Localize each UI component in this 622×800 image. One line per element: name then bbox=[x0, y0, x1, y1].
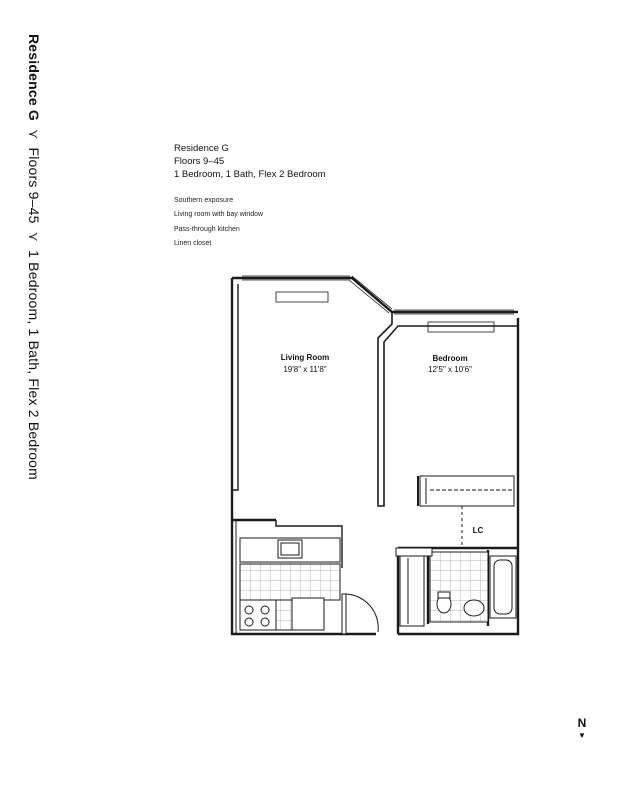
north-letter: N bbox=[577, 716, 587, 730]
vertical-title-layout: 1 Bedroom, 1 Bath, Flex 2 Bedroom bbox=[26, 250, 42, 481]
residence-layout: 1 Bedroom, 1 Bath, Flex 2 Bedroom bbox=[174, 169, 326, 180]
north-indicator bbox=[572, 716, 592, 740]
feature-item: Pass-through kitchen bbox=[174, 225, 240, 233]
residence-floors: Floors 9–45 bbox=[174, 156, 225, 167]
vertical-title-floors: Floors 9–45 bbox=[26, 147, 42, 224]
bedroom-dimensions: 12'5" x 10'6" bbox=[428, 365, 472, 374]
north-arrow-icon: ▼ bbox=[578, 731, 586, 740]
separator-glyph: ⋎ bbox=[26, 129, 42, 140]
bedroom-label: Bedroom bbox=[432, 354, 468, 363]
feature-item: Southern exposure bbox=[174, 197, 234, 204]
windows bbox=[242, 276, 514, 332]
living-room-label: Living Room bbox=[280, 353, 330, 362]
kitchen bbox=[240, 538, 340, 630]
living-room-dimensions: 19'8" x 11'8" bbox=[283, 365, 327, 374]
vertical-title-residence: Residence G bbox=[26, 34, 42, 122]
hall-closet bbox=[396, 548, 432, 626]
bathroom bbox=[430, 552, 516, 622]
feature-item: Living room with bay window bbox=[174, 211, 264, 219]
bedroom-closet bbox=[418, 476, 514, 506]
separator-glyph: ⋎ bbox=[26, 231, 42, 243]
linen-closet-label: LC bbox=[472, 526, 484, 535]
feature-item: Linen closet bbox=[174, 239, 212, 247]
entry-door bbox=[342, 594, 378, 634]
residence-name: Residence G bbox=[174, 143, 229, 154]
